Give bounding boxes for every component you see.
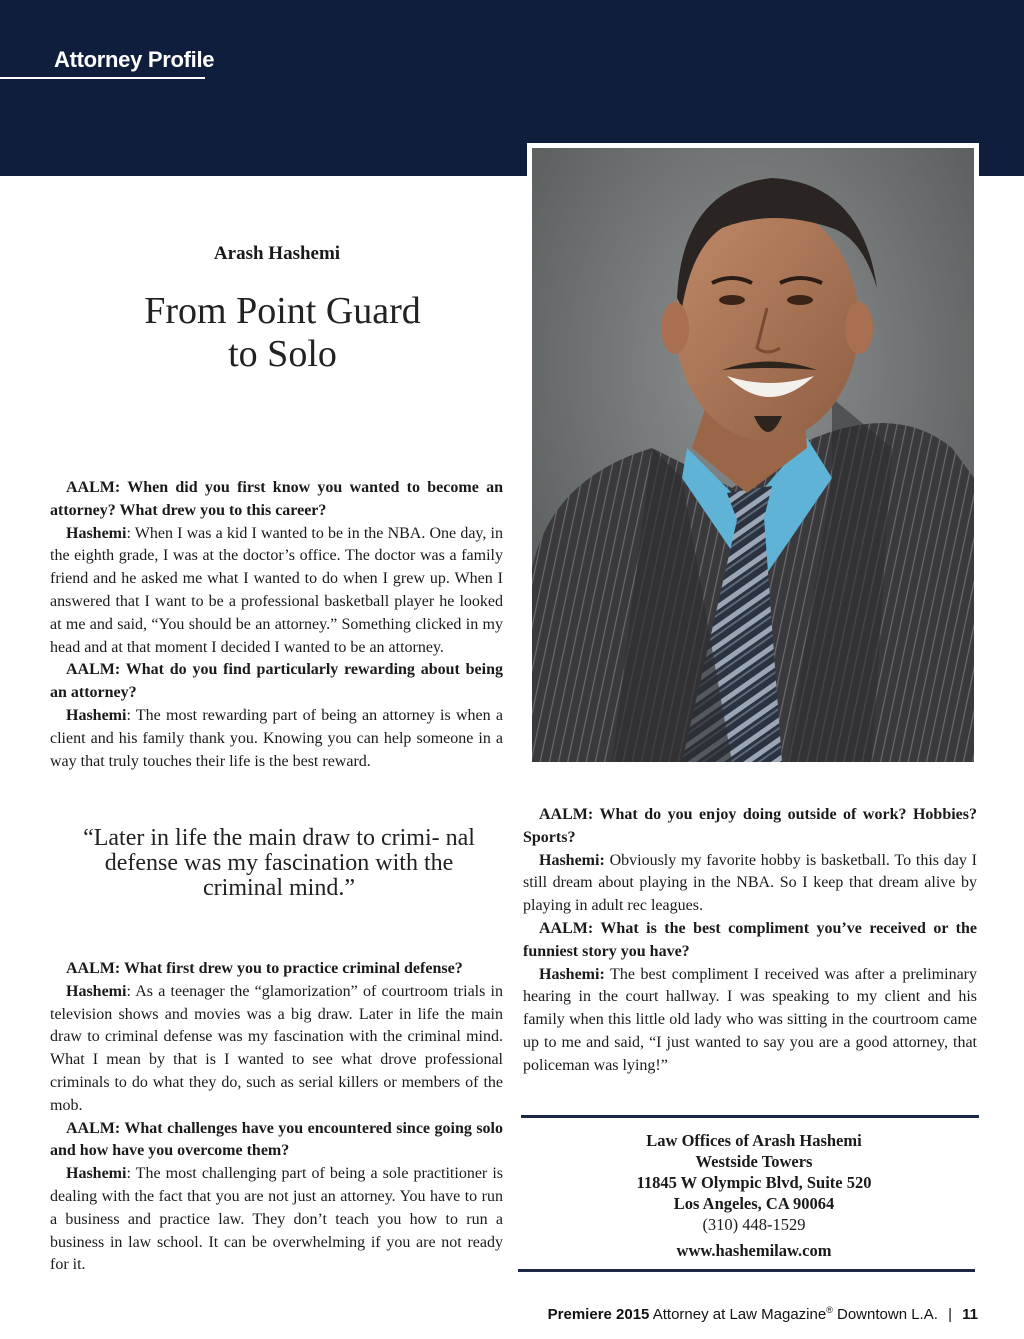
question-text: What do you find particularly rewarding about being an attorney?	[50, 661, 503, 702]
footer-separator: |	[948, 1306, 952, 1323]
answer-prefix: Hashemi	[66, 706, 127, 724]
text-column-left-bottom	[50, 958, 503, 1277]
page-number: 11	[962, 1306, 978, 1323]
qa-answer	[50, 523, 503, 660]
author-byline: Arash Hashemi	[213, 243, 341, 264]
text-column-left-top	[50, 477, 503, 773]
qa-answer	[50, 981, 503, 1118]
phone-number: (310) 448-1529	[702, 1215, 806, 1234]
building-name: Westside Towers	[695, 1152, 813, 1171]
contact-divider-top	[521, 1115, 979, 1118]
registered-mark: ®	[826, 1305, 833, 1315]
question-text: What challenges have you encountered since going solo and how have you overcome them?	[50, 1119, 503, 1160]
footer-edition: Downtown L.A.	[837, 1306, 938, 1323]
question-text: What is the best compliment you’ve received or the funniest story you have?	[523, 919, 977, 960]
question-prefix: AALM:	[66, 1119, 121, 1137]
qa-answer	[523, 850, 977, 918]
question-prefix: AALM:	[539, 806, 594, 823]
qa-question	[50, 659, 503, 705]
headline-line-2: to Solo	[228, 333, 337, 375]
qa-question	[523, 918, 977, 964]
answer-prefix: Hashemi	[66, 1165, 127, 1183]
headline-line-1: From Point Guard	[144, 290, 421, 332]
contact-box	[521, 1130, 987, 1261]
answer-text: : The most challenging part of being a sole practitioner is dealing with the fact that you are not just an attorney. You have to run a business and practice law. They don’t teach you how to run a business in law school. It can be overwhelming if you are not ready for it.	[50, 1165, 503, 1274]
question-text: What do you enjoy doing outside of work? Hobbies? Sports?	[523, 806, 977, 846]
question-prefix: AALM:	[66, 479, 121, 496]
answer-text: Obviously my favorite hobby is basketball. To this day I still dream about playing in the NBA. So I keep that dream alive by playing in adult rec leagues.	[523, 851, 977, 915]
answer-text: : When I was a kid I wanted to be in the NBA. One day, in the eighth grade, I was at the doctor’s office. The doctor was a family friend and he asked me what I wanted to do when I grew up. When I answered that I want to be a professional basketball player he looked at me and said, “You should be an attorney.” Something clicked in my head and at that moment I decided I wanted to be an attorney.	[50, 524, 503, 656]
answer-prefix: Hashemi:	[539, 965, 605, 983]
qa-question	[50, 477, 503, 523]
qa-question	[50, 958, 503, 981]
qa-answer	[523, 964, 977, 1078]
answer-prefix: Hashemi	[66, 524, 127, 542]
question-prefix: AALM:	[539, 919, 594, 937]
qa-answer	[50, 705, 503, 773]
question-text: When did you first know you wanted to become an attorney? What drew you to this career?	[50, 479, 503, 519]
footer-issue: Premiere 2015	[547, 1306, 650, 1323]
section-label: Attorney Profile	[54, 47, 215, 72]
section-underline	[0, 77, 205, 79]
street-address: 11845 W Olympic Blvd, Suite 520	[636, 1173, 872, 1192]
question-prefix: AALM:	[66, 661, 121, 679]
text-column-right	[523, 804, 977, 1078]
answer-prefix: Hashemi:	[539, 851, 605, 869]
firm-name: Law Offices of Arash Hashemi	[646, 1131, 862, 1150]
qa-question	[50, 1118, 503, 1164]
article-headline	[50, 290, 515, 376]
footer-magazine: Attorney at Law Magazine	[652, 1306, 827, 1323]
qa-answer	[50, 1163, 503, 1277]
website-link[interactable]: www.hashemilaw.com	[676, 1241, 832, 1260]
qa-question	[523, 804, 977, 850]
question-prefix: AALM:	[66, 960, 121, 977]
answer-prefix: Hashemi	[66, 982, 127, 1000]
question-text: What first drew you to practice criminal defense?	[123, 960, 463, 977]
attorney-portrait	[532, 148, 974, 762]
pull-quote: “Later in life the main draw to crimi- nal defense was my fascination with the criminal mind.”	[83, 825, 475, 901]
answer-text: : The most rewarding part of being an attorney is when a client and his family thank you. Knowing you can help someone in a way that truly touches their life is the best reward.	[50, 706, 503, 770]
contact-divider-bottom	[518, 1269, 975, 1272]
answer-text: : As a teenager the “glamorization” of courtroom trials in television shows and movies was a big draw. Later in life the main draw to criminal defense was my fascination with the criminal mind. What I mean by that is I wanted to see what drove professional criminals to do what they do, such as serial killers or members of the mob.	[50, 982, 503, 1114]
page-footer	[548, 1305, 978, 1323]
city-state-zip: Los Angeles, CA 90064	[673, 1194, 835, 1213]
answer-text: The best compliment I received was after a preliminary hearing in the court hallway. I was speaking to my client and his family when this little old lady who was sitting in the courtroom came up to me and said, “I just wanted to say you are a good attorney, that policeman was lying!”	[523, 965, 977, 1074]
